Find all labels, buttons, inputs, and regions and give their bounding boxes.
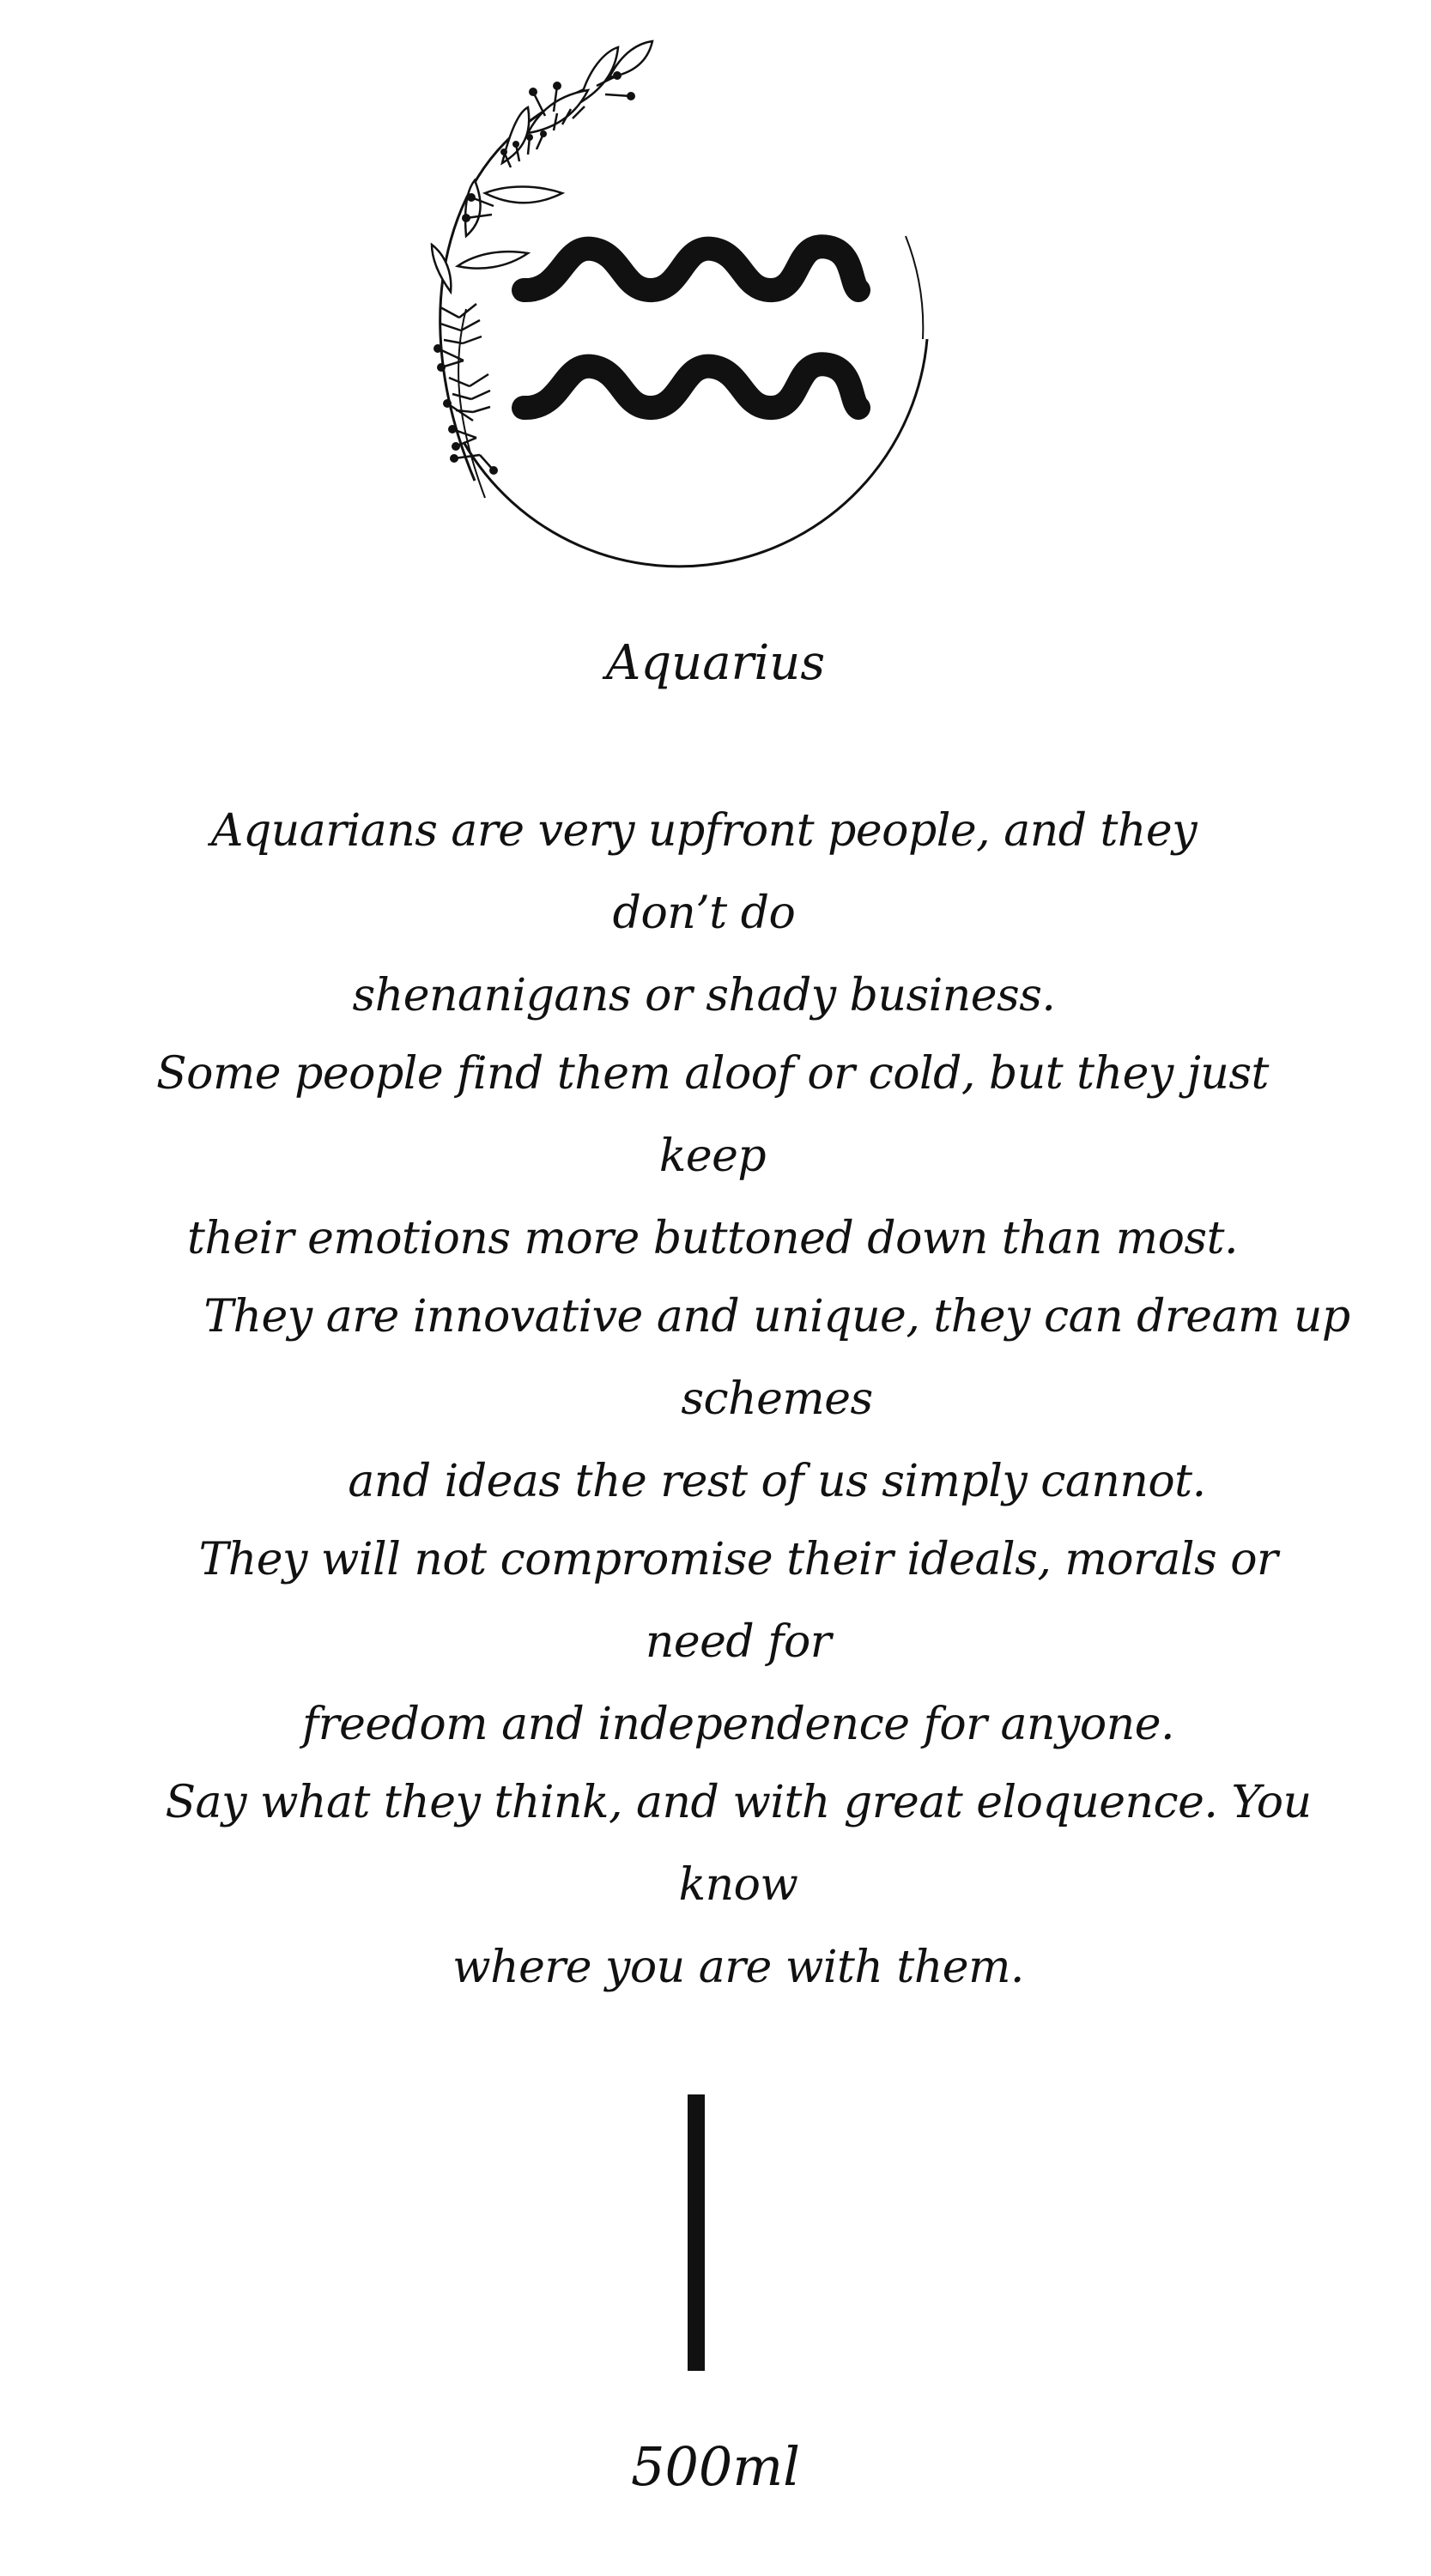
sign-title: Aquarius [605, 635, 826, 691]
description-paragraph: They will not compromise their ideals, morals or need for freedom and independence for anyone. [198, 1534, 1278, 1750]
fill-line-icon [688, 2094, 705, 2371]
description-paragraph: Aquarians are very upfront people, and they don’t do shenanigans or shady business. [210, 805, 1198, 1021]
volume-label: 500ml [631, 2435, 800, 2498]
aquarius-symbol-icon [524, 246, 858, 408]
aquarius-emblem [391, 34, 957, 601]
description-paragraph: They are innovative and unique, they can dream up schemes and ideas the rest of us simply cannot. [203, 1291, 1350, 1507]
description-paragraph: Say what they think, and with great eloquence. You know where you are with them. [165, 1777, 1312, 1993]
description-paragraph: Some people find them aloof or cold, but they just keep their emotions more buttoned down than most. [156, 1048, 1269, 1264]
